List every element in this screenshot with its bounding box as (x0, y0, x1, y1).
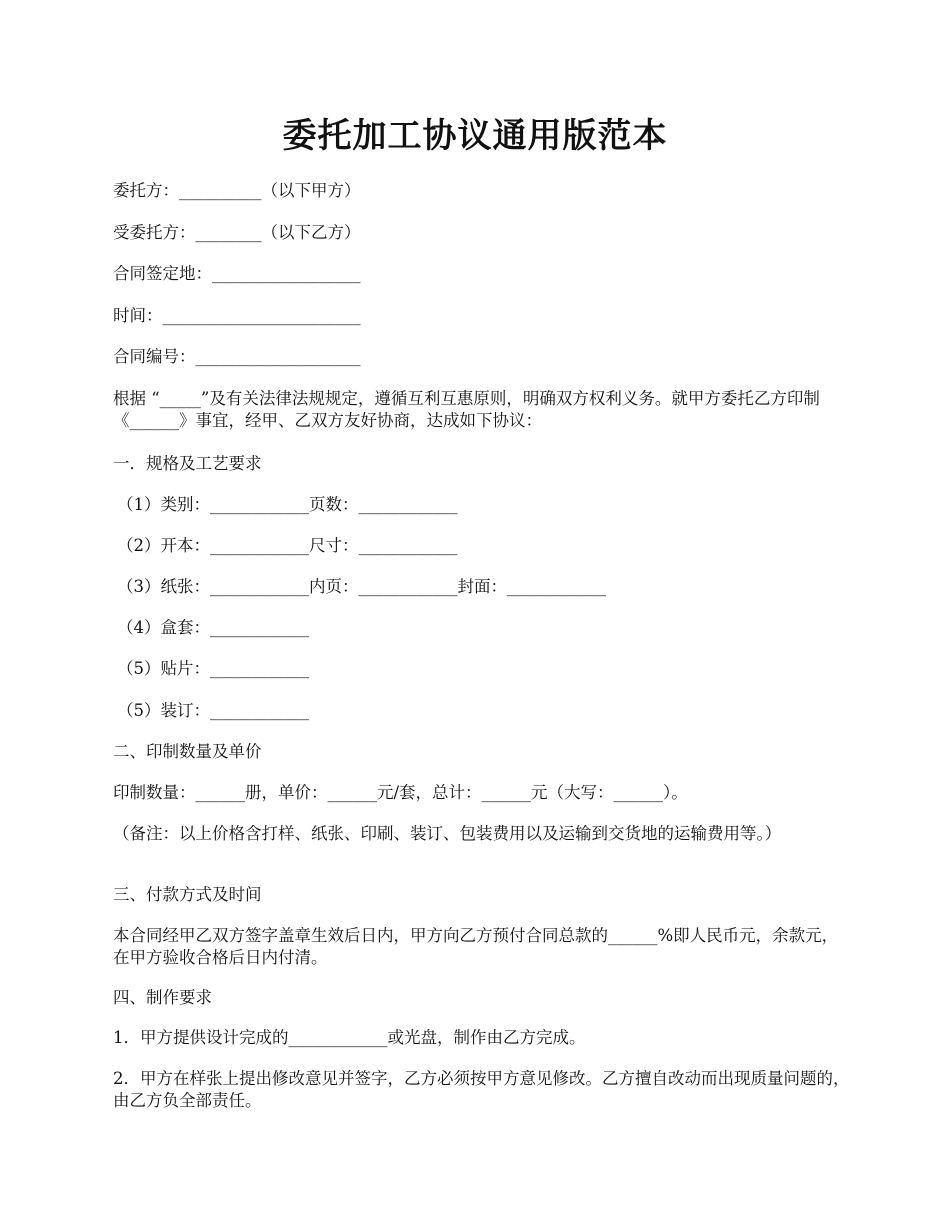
payment-paragraph: 本合同经甲乙双方签字盖章生效后日内，甲方向乙方预付合同总款的______%即人民币元，余款元，在甲方验收合格后日内付清。 (113, 926, 839, 967)
signing-place-line: 合同签定地：__________________ (113, 264, 361, 283)
section-heading-payment: 三、付款方式及时间 (113, 885, 262, 904)
production-item-1: 1．甲方提供设计完成的____________或光盘，制作由乙方完成。 (113, 1028, 586, 1047)
section-heading-specs: 一．规格及工艺要求 (113, 454, 262, 473)
quantity-price-line: 印制数量：______册，单价：______元/套，总计：______元（大写：______）。 (113, 783, 688, 802)
contractor-party-line: 受委托方：________（以下乙方） (113, 223, 361, 242)
preamble-paragraph: 根据 “_____”及有关法律法规规定，遵循互利互惠原则，明确双方权利义务。就甲方委托乙方印制《______》事宜，经甲、乙双方友好协商，达成如下协议： (113, 389, 820, 430)
spec-item-sticker: （5）贴片：____________ (117, 659, 309, 678)
document-title: 委托加工协议通用版范本 (282, 116, 668, 156)
price-note-paragraph: （备注：以上价格含打样、纸张、印刷、装订、包装费用以及运输到交货地的运输费用等。） (113, 824, 782, 843)
spec-item-box: （4）盒套：____________ (117, 618, 309, 637)
production-item-2: 2．甲方在样张上提出修改意见并签字，乙方必须按甲方意见修改。乙方擅自改动而出现质量问题的，由乙方负全部责任。 (113, 1069, 850, 1110)
section-heading-quantity: 二、印制数量及单价 (113, 742, 262, 761)
section-heading-production: 四、制作要求 (113, 988, 212, 1007)
principal-party-line: 委托方：__________（以下甲方） (113, 181, 361, 200)
spec-item-format: （2）开本：____________尺寸：____________ (117, 536, 458, 555)
contract-number-line: 合同编号：____________________ (113, 347, 361, 366)
spec-item-category: （1）类别：____________页数：____________ (117, 495, 458, 514)
spec-item-paper: （3）纸张：____________内页：____________封面：____________ (117, 577, 606, 596)
spec-item-binding: （5）装订：____________ (117, 701, 309, 720)
date-line: 时间：________________________ (113, 306, 361, 325)
